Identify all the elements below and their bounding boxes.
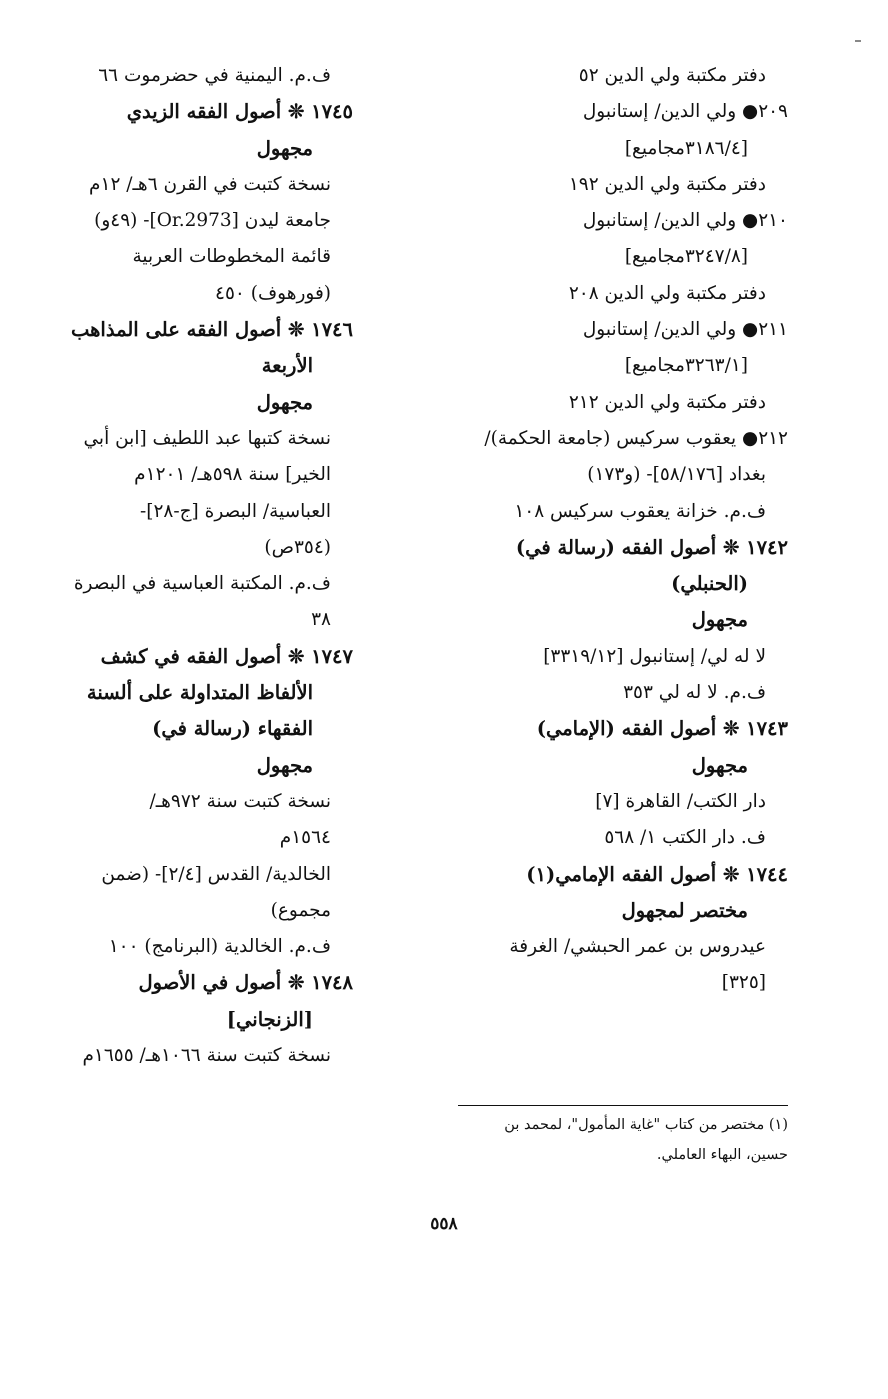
entry-text-line: قائمة المخطوطات العربية bbox=[132, 246, 331, 268]
entry-heading-line: ١٧٤٢ ❊ أصول الفقه (رسالة في) bbox=[515, 535, 788, 559]
footnote-line-1: (١) مختصر من كتاب "غاية المأمول"، لمحمد بن bbox=[504, 1117, 788, 1133]
entry-heading-line: ١٧٤٣ ❊ أصول الفقه (الإمامي) bbox=[536, 717, 788, 741]
entry-text-line: ف.م. اليمنية في حضرموت ٦٦ bbox=[98, 65, 331, 86]
entry-text-line: مجموع) bbox=[270, 899, 331, 921]
entry-text-line: ف. دار الكتب ١/ ٥٦٨ bbox=[604, 827, 766, 849]
entry-text-line: [٣١٨٦/٤مجاميع] bbox=[624, 137, 748, 159]
entry-text-line: ٣٨ bbox=[311, 609, 331, 631]
entry-text-line: دفتر مكتبة ولي الدين ٥٢ bbox=[578, 65, 766, 86]
margin-mark bbox=[855, 40, 861, 42]
entry-text-line: [٣٢٤٧/٨مجاميع] bbox=[624, 246, 748, 268]
entry-text-line: جامعة ليدن [Or.2973]- (٤٩و) bbox=[94, 210, 331, 232]
entry-text-line: ٢١٠● ولي الدين/ إستانبول bbox=[582, 210, 788, 232]
entry-text-line: العباسية/ البصرة [ج-٢٨]- bbox=[140, 500, 331, 522]
entry-text-line: نسخة كتبت سنة ٩٧٢هـ/ bbox=[149, 790, 331, 812]
entry-heading-line: مجهول bbox=[691, 608, 748, 632]
entry-heading-line: ١٧٤٧ ❊ أصول الفقه في كشف bbox=[100, 644, 353, 668]
entry-text-line: دفتر مكتبة ولي الدين ٢١٢ bbox=[568, 391, 766, 413]
entry-text-line: ف.م. الخالدية (البرنامج) ١٠٠ bbox=[108, 936, 331, 958]
entry-text-line: بغداد [٥٨/١٧٦]- (و١٧٣) bbox=[587, 464, 766, 486]
entry-text-line: الخير] سنة ٥٩٨هـ/ ١٢٠١م bbox=[134, 464, 331, 486]
entry-text-line: دار الكتب/ القاهرة [٧] bbox=[595, 790, 766, 812]
right-column bbox=[448, 58, 788, 1002]
entry-text-line: دفتر مكتبة ولي الدين ٢٠٨ bbox=[568, 282, 766, 304]
entry-text-line: [٣٢٥] bbox=[721, 972, 766, 994]
entry-text-line: الخالدية/ القدس [٢/٤]- (ضمن bbox=[101, 863, 331, 885]
entry-text-line: ٢١١● ولي الدين/ إستانبول bbox=[582, 319, 788, 341]
footnote-rule bbox=[458, 1105, 788, 1106]
entry-heading-line: مجهول bbox=[256, 753, 313, 777]
entry-heading-line: مجهول bbox=[256, 390, 313, 414]
footnote-line-2: حسين، البهاء العاملي. bbox=[656, 1147, 788, 1163]
left-column bbox=[18, 58, 353, 1074]
entry-heading-line: مجهول bbox=[691, 753, 748, 777]
entry-text-line: نسخة كتبت سنة ١٠٦٦هـ/ ١٦٥٥م bbox=[82, 1045, 331, 1067]
entry-text-line: دفتر مكتبة ولي الدين ١٩٢ bbox=[568, 173, 766, 195]
entry-heading-line: ١٧٤٥ ❊ أصول الفقه الزيدي bbox=[126, 100, 353, 124]
entry-text-line: ف.م. خزانة يعقوب سركيس ١٠٨ bbox=[514, 500, 766, 522]
entry-text-line: (فورهوف) ٤٥٠ bbox=[215, 282, 331, 304]
entry-heading-line: [الزنجاني] bbox=[226, 1007, 313, 1031]
footnote bbox=[448, 1110, 788, 1170]
entry-text-line: عيدروس بن عمر الحبشي/ الغرفة bbox=[509, 936, 766, 958]
entry-text-line: لا له لي/ إستانبول [٣٣١٩/١٢] bbox=[543, 645, 766, 667]
entry-text-line: [٣٢٦٣/١مجاميع] bbox=[624, 355, 748, 377]
entry-text-line: نسخة كتبها عبد اللطيف [ابن أبي bbox=[83, 427, 331, 449]
entry-text-line: ٢١٢● يعقوب سركيس (جامعة الحكمة)/ bbox=[484, 427, 788, 449]
entry-heading-line: مجهول bbox=[256, 136, 313, 160]
entry-heading-line: مختصر لمجهول bbox=[621, 898, 748, 922]
entry-heading-line: الأربعة bbox=[261, 354, 313, 378]
entry-heading-line: ١٧٤٤ ❊ أصول الفقه الإمامي(١) bbox=[526, 862, 788, 886]
entry-text-line: ف.م. المكتبة العباسية في البصرة bbox=[73, 573, 331, 595]
entry-text-line: نسخة كتبت في القرن ٦هـ/ ١٢م bbox=[89, 173, 331, 195]
entry-heading-line: الفقهاء (رسالة في) bbox=[152, 717, 313, 741]
entry-text-line: ٢٠٩● ولي الدين/ إستانبول bbox=[582, 101, 788, 123]
page-number: ٥٥٨ bbox=[430, 1214, 458, 1234]
entry-text-line: ١٥٦٤م bbox=[279, 827, 331, 849]
entry-heading-line: ١٧٤٨ ❊ أصول في الأصول bbox=[138, 971, 353, 995]
entry-heading-line: ١٧٤٦ ❊ أصول الفقه على المذاهب bbox=[70, 318, 353, 342]
entry-heading-line: (الحنبلي) bbox=[671, 572, 748, 596]
entry-heading-line: الألفاظ المتداولة على ألسنة bbox=[86, 681, 313, 705]
entry-text-line: ف.م. لا له لي ٣٥٣ bbox=[623, 682, 766, 704]
entry-text-line: (٣٥٤ص) bbox=[264, 536, 331, 558]
